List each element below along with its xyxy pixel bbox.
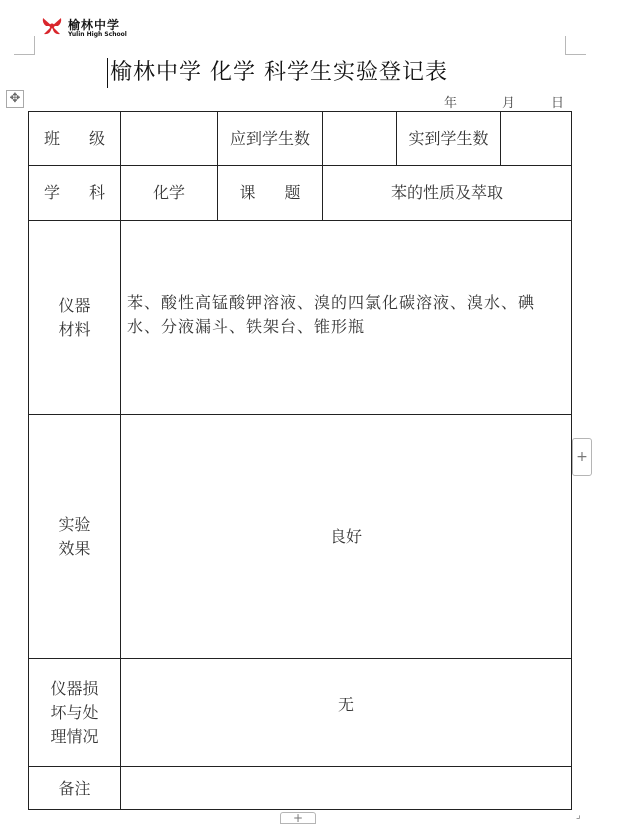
date-year-label: 年	[444, 96, 458, 111]
logo-school-name: 榆林中学	[68, 18, 121, 32]
topic-value[interactable]: 苯的性质及萃取	[390, 183, 503, 202]
damage-label: 仪器损 坏与处 理情况	[50, 678, 99, 746]
margin-corner-mark	[14, 36, 35, 55]
effect-value[interactable]: 良好	[329, 526, 362, 546]
text-cursor	[107, 58, 108, 88]
margin-corner-mark	[565, 36, 586, 55]
experiment-registration-table	[28, 111, 572, 810]
date-day-label: 日	[551, 96, 565, 111]
school-emblem-icon	[40, 14, 64, 38]
expected-students-label: 应到学生数	[229, 128, 310, 148]
topic-label: 课 题	[239, 183, 313, 202]
subject-value[interactable]: 化学	[152, 183, 185, 202]
logo-school-name-en: Yulin High School	[68, 31, 127, 38]
materials-value[interactable]: 苯、酸性高锰酸钾溶液、溴的四氯化碳溶液、溴水、碘水、分液漏斗、铁架台、锥形瓶	[127, 293, 536, 336]
actual-students-label: 实到学生数	[408, 128, 489, 148]
document-title[interactable]: 榆林中学 化学 科学生实验登记表	[110, 60, 448, 85]
notes-label: 备注	[58, 778, 91, 798]
date-month-label: 月	[502, 96, 516, 111]
school-logo	[40, 14, 150, 44]
date-line	[444, 92, 570, 111]
materials-label: 仪器 材料	[58, 295, 91, 339]
add-column-button[interactable]: +	[572, 438, 592, 476]
subject-label: 学 科	[43, 183, 118, 202]
add-row-button[interactable]: +	[280, 812, 316, 824]
damage-value[interactable]: 无	[337, 695, 354, 714]
table-resize-icon[interactable]: ⌟	[576, 810, 581, 821]
actual-students-input[interactable]	[501, 112, 571, 165]
notes-input[interactable]	[121, 767, 571, 810]
effect-label: 实验 效果	[58, 514, 91, 558]
class-input[interactable]	[121, 112, 217, 165]
class-label: 班 级	[43, 128, 118, 148]
table-move-handle-icon[interactable]: ✥	[6, 90, 24, 108]
expected-students-input[interactable]	[323, 112, 396, 165]
